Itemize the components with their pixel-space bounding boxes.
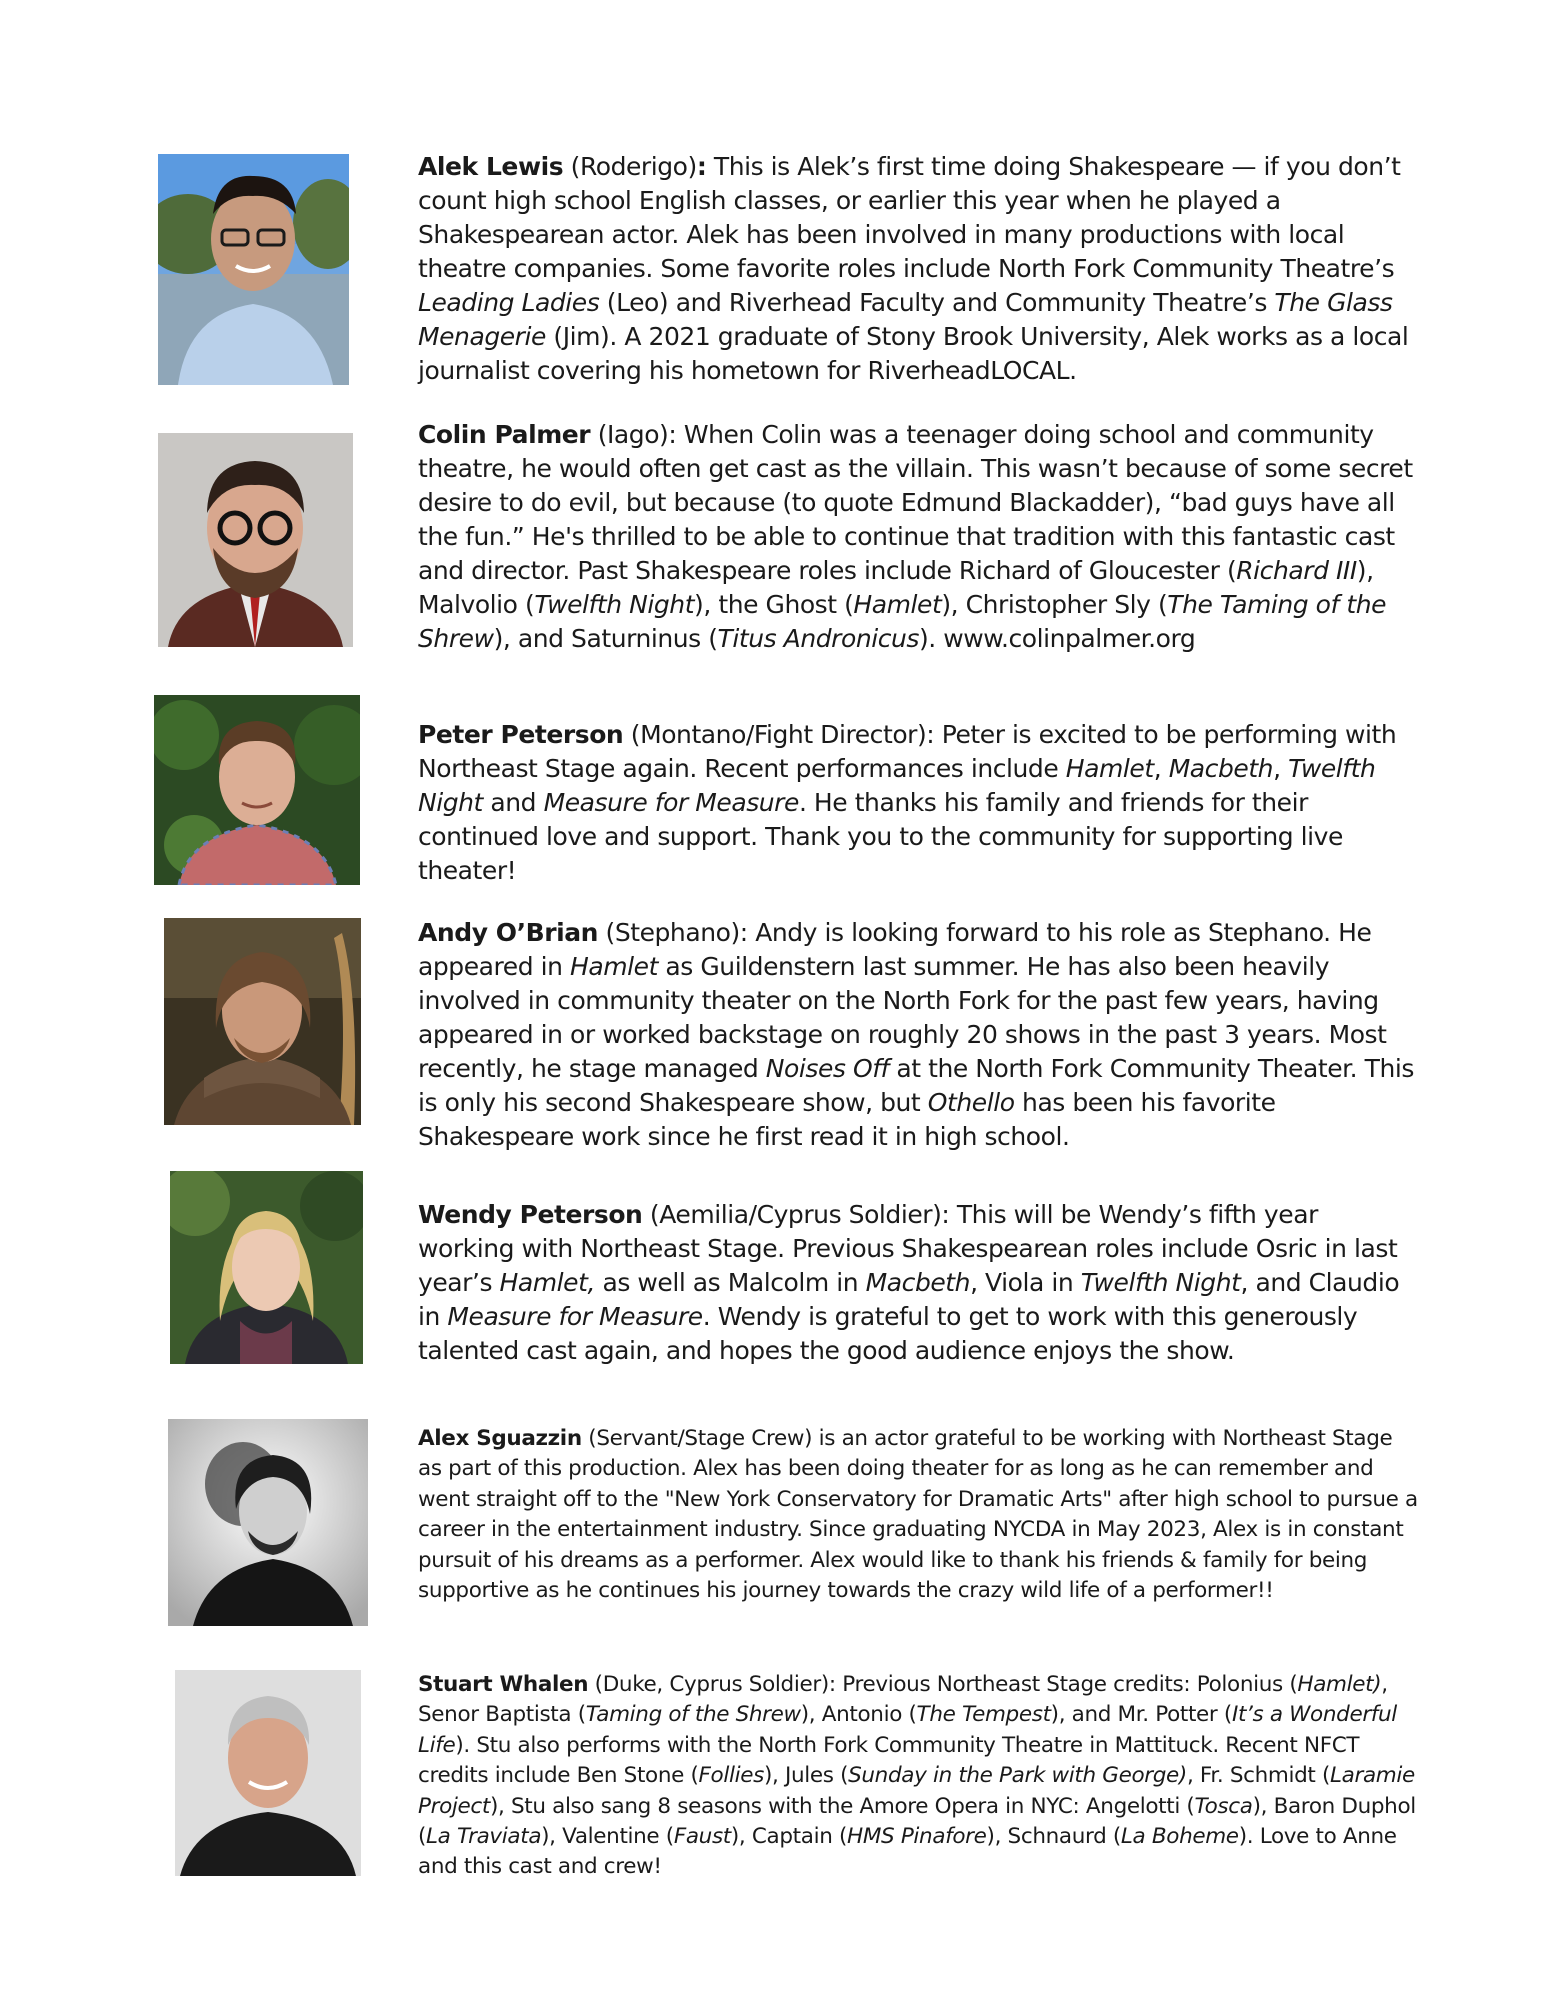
bio-text-run: . He thanks his family and friends for their continued love and support. Thank you to the community for supporting live theater!: [418, 788, 1343, 885]
bio-text-run: This is Alek’s first time doing Shakespeare — if you don’t count high school English classes, or earlier this year when he played a Shakespearean actor. Alek has been involved in many productions with local theatre companies. Some favorite roles include North Fork Community Theatre’s: [418, 152, 1401, 283]
bio-text-run: ), Baron Duphol (: [418, 1793, 1416, 1850]
bio-italic-title: Measure for Measure: [543, 788, 799, 817]
bio-text-run: (Jim). A 2021 graduate of Stony Brook University, Alek works as a local journalist covering his hometown for RiverheadLOCAL.: [418, 322, 1409, 385]
bio-italic-title: Twelfth Night: [534, 590, 695, 619]
bio-text-run: ), and Saturninus (: [493, 624, 718, 653]
bio-italic-title: Measure for Measure: [447, 1302, 703, 1331]
bio-text-colin-palmer: [418, 418, 1418, 656]
headshot-wendy-peterson: [170, 1171, 363, 1364]
bio-italic-title: Tosca: [1194, 1793, 1253, 1819]
bio-text-run: ), the Ghost (: [694, 590, 854, 619]
bio-text-run: ), Stu also sang 8 seasons with the Amore Opera in NYC: Angelotti (: [489, 1793, 1195, 1819]
bio-text-run: ), Valentine (: [541, 1824, 674, 1850]
bio-italic-title: Hamlet: [570, 952, 658, 981]
bio-text-wendy-peterson: [418, 1198, 1418, 1368]
bio-name: Peter Peterson: [418, 720, 624, 749]
bio-italic-title: HMS Pinafore: [847, 1824, 987, 1850]
bio-text-run: ). Love to Anne and this cast and crew!: [418, 1824, 1397, 1880]
bio-name: Stuart Whalen: [418, 1672, 589, 1697]
bio-name: Colin Palmer: [418, 420, 591, 449]
bio-text-run: (Servant/Stage Crew) is an actor grateful to be working with Northeast Stage as part of this production. Alex has been doing theater for as long as he can remember and went straight off to the "New York Conservatory for Dramatic Arts" after high school to pursue a career in the entertainment industry. Since graduating NYCDA in May 2023, Alex is in constant pursuit of his dreams as a performer. Alex would like to thank his friends & family for being supportive as he continues his journey towards the crazy wild life of a performer!!: [418, 1426, 1418, 1604]
headshot-colin-palmer: [158, 433, 353, 647]
bio-italic-title: Hamlet): [1297, 1672, 1382, 1697]
bio-italic-title: Faust: [673, 1824, 731, 1850]
bio-text-run: , Senor Baptista (: [418, 1672, 1388, 1728]
headshot-alex-sguazzin: [168, 1419, 368, 1626]
bio-text-run: ,: [1273, 754, 1289, 783]
bio-text-run: ), Jules (: [763, 1763, 849, 1789]
bio-italic-title: The Taming of the Shrew: [418, 590, 1387, 653]
bio-name: Andy O’Brian: [418, 918, 599, 947]
bio-text-alek-lewis: [418, 150, 1418, 388]
bio-name: Alek Lewis: [418, 152, 564, 181]
bio-italic-title: Hamlet: [853, 590, 942, 619]
bio-text-run: , Viola in: [970, 1268, 1081, 1297]
bio-text-run: (Duke, Cyprus Soldier): Previous Northeast Stage credits: Polonius (: [588, 1672, 1298, 1697]
bio-italic-title: Othello: [927, 1088, 1015, 1117]
bio-text-peter-peterson: [418, 718, 1418, 888]
headshot-peter-peterson: [154, 695, 360, 885]
headshot-andy-obrian: [164, 918, 361, 1125]
bio-text-run: as Guildenstern last summer. He has also been heavily involved in community theater on the North Fork for the past few years, having appeared in or worked backstage on roughly 20 shows in the past 3 years. Most recently, he stage managed: [418, 952, 1387, 1083]
bio-text-run: (Aemilia/Cyprus Soldier): This will be Wendy’s fifth year working with Northeast Stage. Previous Shakespearean roles include Osric in last year’s: [418, 1200, 1398, 1297]
bio-text-run: ). Stu also performs with the North Fork Community Theatre in Mattituck. Recent NFCT credits include Ben Stone (: [418, 1732, 1360, 1789]
bio-text-run: ), Captain (: [730, 1824, 848, 1850]
bio-italic-title: Sunday in the Park with George): [848, 1763, 1187, 1789]
bio-text-run: , Fr. Schmidt (: [1186, 1763, 1331, 1789]
bio-italic-title: Macbeth: [1168, 754, 1274, 783]
bio-italic-title: It’s a Wonderful Life: [418, 1702, 1397, 1758]
bio-italic-title: Twelfth Night: [1080, 1268, 1241, 1297]
bio-text-run: ,: [1153, 754, 1169, 783]
bio-text-run: as well as Malcolm in: [594, 1268, 866, 1297]
bio-italic-title: Macbeth: [865, 1268, 971, 1297]
bio-text-run: ), Antonio (: [800, 1702, 917, 1728]
headshot-alek-lewis: [158, 154, 349, 385]
bio-italic-title: The Tempest: [916, 1702, 1051, 1728]
bio-italic-title: La Boheme: [1120, 1824, 1239, 1850]
bio-text-run: and: [482, 788, 544, 817]
bio-text-run: (Roderigo): [563, 152, 697, 181]
bio-text-run: (Stephano): Andy is looking forward to his role as Stephano. He appeared in: [418, 918, 1372, 981]
bio-italic-title: Follies: [698, 1763, 764, 1789]
bio-text-stuart-whalen: [418, 1670, 1418, 1883]
bio-italic-title: Taming of the Shrew: [585, 1702, 801, 1728]
bio-text-run: ), Schnaurd (: [986, 1824, 1121, 1850]
bio-text-run: (Montano/Fight Director): Peter is excited to be performing with Northeast Stage again. Recent performances include: [418, 720, 1397, 783]
bio-italic-title: Hamlet,: [499, 1268, 595, 1297]
bio-text-alex-sguazzin: [418, 1424, 1418, 1606]
bio-text-run: ), Malvolio (: [418, 556, 1374, 619]
bio-italic-title: The Glass Menagerie: [418, 288, 1393, 351]
bio-italic-title: Laramie Project: [418, 1763, 1415, 1819]
bio-name: :: [696, 152, 707, 181]
bio-italic-title: Richard III: [1236, 556, 1357, 585]
bio-text-run: (Leo) and Riverhead Faculty and Community Theatre’s: [599, 288, 1275, 317]
bio-text-run: ), Christopher Sly (: [941, 590, 1168, 619]
bio-text-run: at the North Fork Community Theater. This is only his second Shakespeare show, but: [418, 1054, 1414, 1117]
bio-text-run: ). www.colinpalmer.org: [918, 624, 1196, 653]
bio-name: Alex Sguazzin: [418, 1426, 582, 1451]
bio-text-run: ), and Mr. Potter (: [1050, 1702, 1232, 1728]
bio-italic-title: Twelfth Night: [418, 754, 1376, 817]
bio-text-run: . Wendy is grateful to get to work with this generously talented cast again, and hopes the good audience enjoys the show.: [418, 1302, 1358, 1365]
bio-italic-title: Titus Andronicus: [717, 624, 919, 653]
bio-name: Wendy Peterson: [418, 1200, 643, 1229]
bio-italic-title: Leading Ladies: [418, 288, 600, 317]
bio-text-andy-obrian: [418, 916, 1418, 1154]
bio-italic-title: La Traviata: [426, 1824, 542, 1850]
bio-italic-title: Hamlet: [1065, 754, 1154, 783]
bio-text-run: , and Claudio in: [418, 1268, 1400, 1331]
headshot-stuart-whalen: [175, 1670, 361, 1876]
bio-text-run: (Iago): When Colin was a teenager doing school and community theatre, he would often get cast as the villain. This wasn’t because of some secret desire to do evil, but because (to quote Edmund Blackadder), “bad guys have all the fun.” He's thrilled to be able to continue that tradition with this fantastic cast and director. Past Shakespeare roles include Richard of Gloucester (: [418, 420, 1413, 585]
bio-text-run: has been his favorite Shakespeare work since he first read it in high school.: [418, 1088, 1276, 1151]
bio-italic-title: Noises Off: [765, 1054, 889, 1083]
